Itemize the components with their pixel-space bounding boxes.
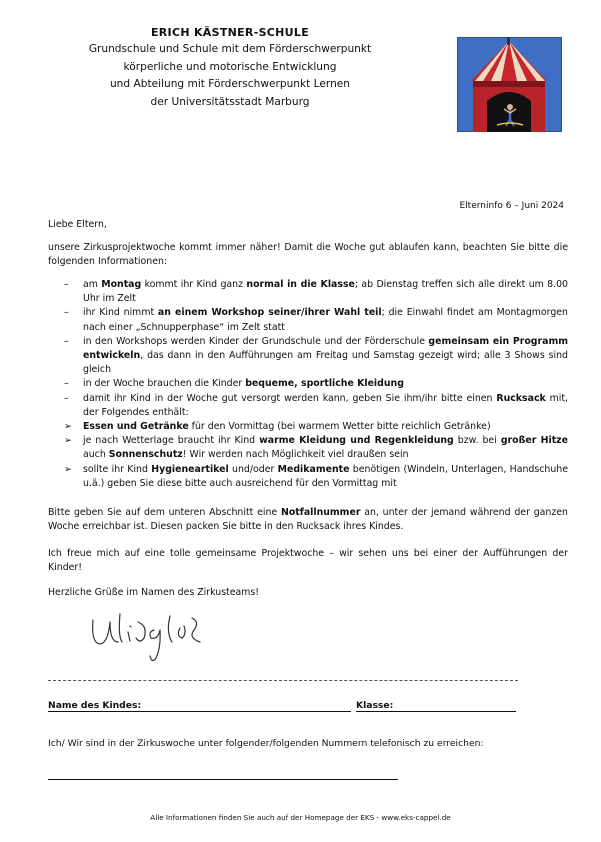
emergency-paragraph: Bitte geben Sie auf dem unteren Abschnitt eine Notfallnummer an, unter der jemand während der ganzen Woche erreichbar ist. Diesen packen Sie bitte in den Rucksack ihres Kindes. xyxy=(48,507,568,533)
list-item-text: ihr Kind nimmt an einem Workshop seiner/ihrer Wahl teil; die Einwahl findet am Montagmorgen nach einer „Schnupperphase“ im Zelt statt xyxy=(83,307,568,333)
list-item-text: je nach Wetterlage braucht ihr Kind warme Kleidung und Regenkleidung bzw. bei großer Hitze auch Sonnenschutz! Wir werden nach Möglichkeit viel draußen sein xyxy=(83,435,568,461)
header-line-2: körperliche und motorische Entwicklung xyxy=(123,60,337,73)
info-list xyxy=(64,278,568,491)
list-item xyxy=(64,434,568,462)
school-name: ERICH KÄSTNER-SCHULE xyxy=(150,26,310,39)
greeting: Liebe Eltern, xyxy=(48,219,107,230)
circus-tent-logo xyxy=(457,37,562,132)
list-item-text: in den Workshops werden Kinder der Grundschule und der Förderschule gemeinsam ein Programm entwickeln, das dann in den Aufführungen am Freitag und Samstag gezeigt wird; alle 3 Shows sind gleich xyxy=(83,335,568,376)
list-item xyxy=(64,420,568,434)
header-line-3: und Abteilung mit Förderschwerpunkt Lernen xyxy=(109,78,351,90)
list-item-text: Essen und Getränke für den Vormittag (bei warmem Wetter bitte reichlich Getränke) xyxy=(83,421,491,433)
list-item xyxy=(64,463,568,491)
handwritten-signature xyxy=(88,608,218,668)
arrow-bullet-icon: ➢ xyxy=(64,463,72,475)
regards: Herzliche Grüße im Namen des Zirkusteams! xyxy=(48,587,260,598)
cut-line xyxy=(48,680,518,681)
intro-paragraph: unsere Zirkusprojektwoche kommt immer näher! Damit die Woche gut ablaufen kann, beachten Sie bitte die folgenden Informationen: xyxy=(48,242,568,268)
list-item-text: damit ihr Kind in der Woche gut versorgt werden kann, geben Sie ihm/ihr bitte einen Rucksack mit, der Folgendes enthält: xyxy=(83,392,568,418)
closing-paragraph: Ich freue mich auf eine tolle gemeinsame Projektwoche – wir sehen uns bei einer der Aufführungen der Kinder! xyxy=(48,548,568,574)
header-line-1: Grundschule und Schule mit dem Förderschwerpunkt xyxy=(88,43,372,55)
dash-bullet-icon: – xyxy=(64,279,69,290)
list-item xyxy=(64,335,568,378)
phone-number-field[interactable] xyxy=(48,779,398,780)
school-header xyxy=(40,26,420,111)
list-item xyxy=(64,306,568,334)
arrow-bullet-icon: ➢ xyxy=(64,435,72,447)
list-item xyxy=(64,278,568,306)
child-name-label: Name des Kindes: xyxy=(48,700,142,711)
dash-bullet-icon: – xyxy=(64,392,69,404)
dash-bullet-icon: – xyxy=(64,378,69,390)
header-line-4: der Universitätsstadt Marburg xyxy=(150,95,310,108)
footer-note: Alle Informationen finden Sie auch auf der Homepage der EKS - www.eks-cappel.de xyxy=(150,813,451,822)
dash-bullet-icon: – xyxy=(64,307,69,319)
child-name-field[interactable] xyxy=(48,711,351,712)
list-item xyxy=(64,392,568,420)
class-field[interactable] xyxy=(356,711,516,712)
list-item-text: in der Woche brauchen die Kinder bequeme, sportliche Kleidung xyxy=(83,378,404,390)
dash-bullet-icon: – xyxy=(64,335,69,347)
info-label: Elterninfo 6 – Juni 2024 xyxy=(459,201,564,211)
class-label: Klasse: xyxy=(356,700,394,711)
list-item xyxy=(64,377,568,391)
list-item-text: sollte ihr Kind Hygieneartikel und/oder Medikamente benötigen (Windeln, Unterlagen, Handschuhe u.ä.) geben Sie diese bitte auch ausreichend für den Vormittag mit xyxy=(83,463,568,489)
list-item-text: am Montag kommt ihr Kind ganz normal in die Klasse; ab Dienstag treffen sich alle direkt um 8.00 Uhr im Zelt xyxy=(83,279,569,305)
phone-instruction: Ich/ Wir sind in der Zirkuswoche unter folgender/folgenden Nummern telefonisch zu erreichen: xyxy=(48,738,484,749)
arrow-bullet-icon: ➢ xyxy=(64,421,72,433)
